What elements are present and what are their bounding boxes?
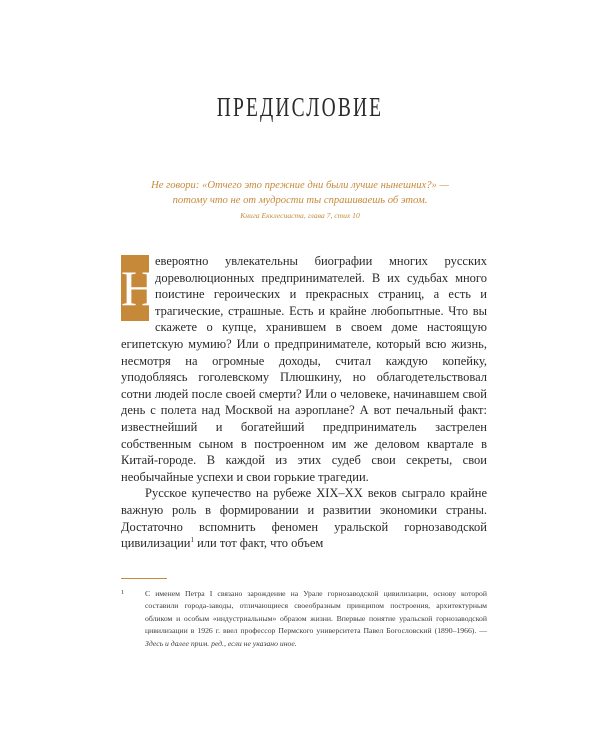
epigraph-quote: Не говори: «Отчего это прежние дни были лучше нынешних?» — потому что не от мудрости ты спрашиваешь об этом. bbox=[151, 180, 449, 206]
footnote-body bbox=[121, 588, 487, 650]
paragraph-1-text: евероятно увлекательны биографии многих русских дореволюционных предпринимателей. В их судьбах много поистине героических и прекрасных страниц, а есть и трагические, страшные. Есть и крайне любопытные. Что вы скажете о купце, хранившем в своем доме настоящую египетскую мумию? Или о предпринимателе, который всю жизнь, несмотря на огромные доходы, считал каждую копейку, уподобляясь гоголевскому Плюшкину, но облагодетельствовал сотни людей после своей смерти? Или о человеке, начинавшем свой день с полета над Москвой на аэроплане? А вот печальный факт: известнейший и богатейший предприниматель застрелен собственным сыном в построенном им же деловом квартале в Китай-городе. В каждой из этих судеб свои секреты, свои необычайные успехи и свои горькие трагедии. bbox=[121, 254, 487, 484]
footnote bbox=[121, 588, 487, 650]
footnote-number: 1 bbox=[121, 589, 125, 596]
paragraph-2-text-b: или тот факт, что объем bbox=[193, 536, 324, 551]
paragraph-2-text-a: Русское купечество на рубеже XIX–XX веков сыграло крайне важную роль в формировании и развитии экономики страны. Достаточно вспомнить феномен уральской горнозаводской цивилизации bbox=[121, 486, 487, 551]
paragraph-1 bbox=[121, 253, 487, 485]
footnote-reference: 1 bbox=[190, 535, 194, 544]
footnote-editor-note: Здесь и далее прим. ред., если не указано иное. bbox=[145, 638, 297, 648]
chapter-title: ПРЕДИСЛОВИЕ bbox=[216, 92, 384, 122]
paragraph-2 bbox=[121, 485, 487, 551]
footnote-text: С именем Петра I связано зарождение на Урале горнозаводской цивилизации, основу которой составили города-заводы, отличающиеся своеобразным принципом построения, архитектурным обликом и особым «индустриальным» образом жизни. Впервые понятие уральской горнозаводской цивилизации в 1926 г. ввел профессор Пермского университета Павел Богословский (1890–1966). — bbox=[145, 589, 487, 636]
epigraph bbox=[150, 178, 450, 221]
drop-cap: Н bbox=[121, 255, 149, 321]
epigraph-source: Книга Екклесиаста, глава 7, стих 10 bbox=[240, 211, 360, 220]
footnote-divider bbox=[121, 578, 167, 579]
main-text bbox=[121, 253, 487, 552]
